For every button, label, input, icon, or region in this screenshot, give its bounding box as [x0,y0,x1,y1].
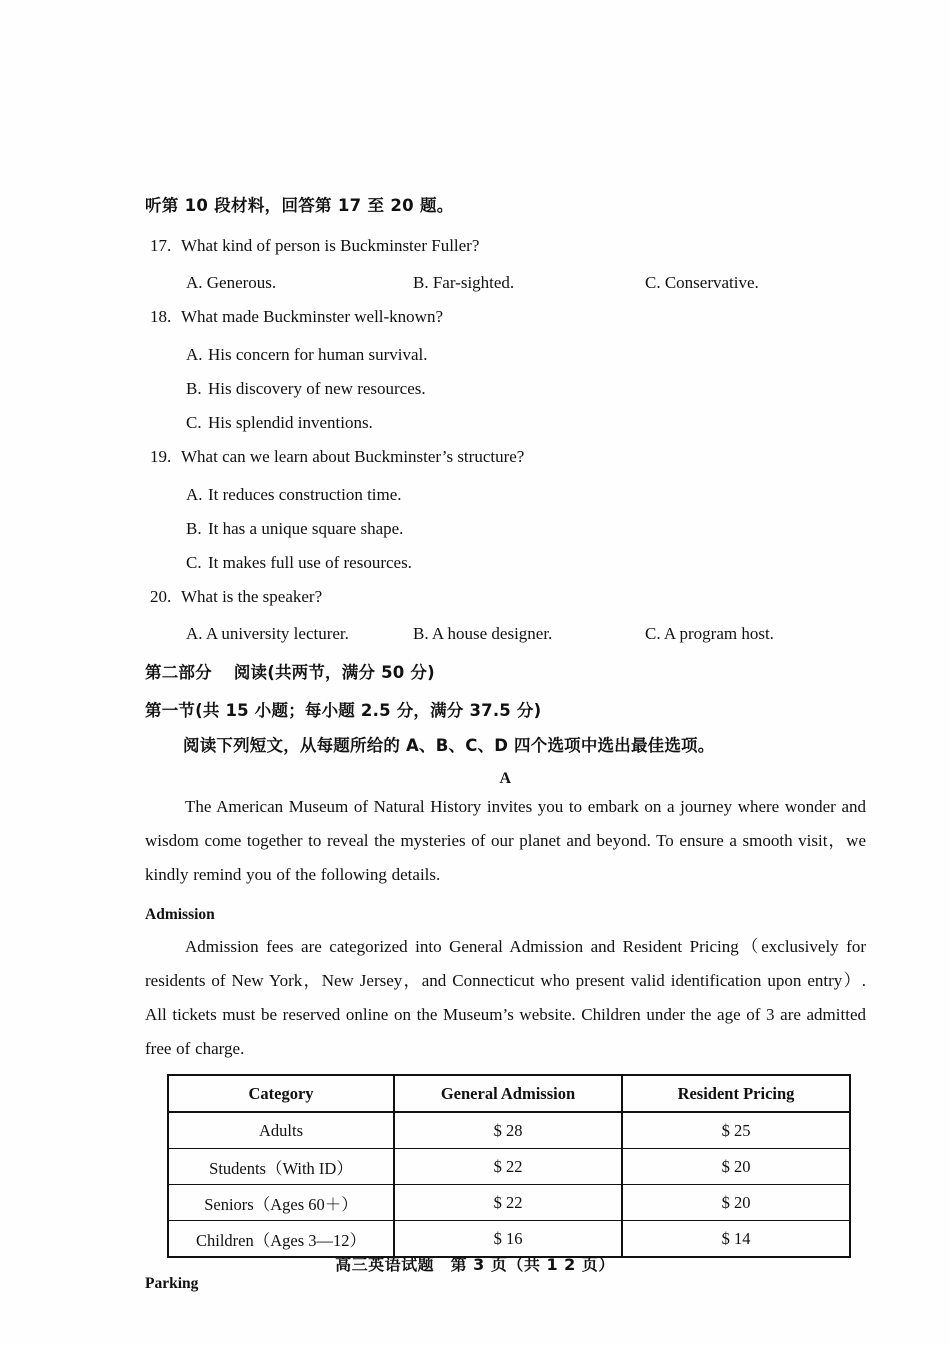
question-20-text: What is the speaker? [181,586,323,606]
table-row [168,1112,850,1149]
question-18-option-a[interactable] [145,338,866,372]
question-17-option-c-text: Conservative. [664,273,759,293]
fees-row-4-general: $ 16 [394,1221,622,1258]
part-two-subtitle: 阅读(共两节，满分 50 分) [233,663,435,683]
question-17-text: What kind of person is Buckminster Fuller? [181,235,480,255]
fees-row-3-general: $ 22 [394,1185,622,1221]
parking-heading: Parking [145,1275,199,1293]
question-18 [145,300,866,334]
question-17-options [145,266,866,300]
question-19-option-a-text: It reduces construction time. [208,484,402,504]
fees-table-header-row [168,1075,850,1112]
question-18-option-c-label: C. [186,412,202,432]
question-20-option-a-label: A. [186,624,203,644]
page-content [145,196,866,1297]
question-18-option-b-text: His discovery of new resources. [208,378,426,398]
question-18-option-b-label: B. [186,378,202,398]
question-17-option-c[interactable] [645,266,759,300]
fees-row-3-category: Seniors（Ages 60＋） [168,1185,394,1221]
question-20-option-b-text: A house designer. [431,624,553,644]
question-18-number: 18. [150,307,172,327]
fees-header-general-admission: General Admission [394,1075,622,1112]
question-20-options [145,617,866,651]
question-18-option-b[interactable] [145,372,866,406]
question-19-option-a-label: A. [186,484,203,504]
question-17-option-c-label: C. [645,273,661,293]
question-19-option-c-text: It makes full use of resources. [208,552,412,572]
question-19-option-b[interactable] [145,512,866,546]
question-18-option-c[interactable] [145,406,866,440]
question-19 [145,440,866,474]
fees-row-1-general: $ 28 [394,1112,622,1149]
fees-header-category: Category [168,1075,394,1112]
passage-letter: A [499,769,512,787]
admission-paragraph: Admission fees are categorized into General Admission and Resident Pricing（exclusively for residents of New York，New Jersey，and Connecticut who present valid identification upon entry）. All tickets must be reserved online on the Museum’s website. Children under the age of 3 are admitted free of charge. [145,937,866,1059]
question-19-number: 19. [150,446,172,466]
fees-row-2-general: $ 22 [394,1149,622,1185]
question-19-option-b-text: It has a unique square shape. [208,518,404,538]
fees-row-4-resident: $ 14 [622,1221,850,1258]
table-row [168,1149,850,1185]
question-20-number: 20. [150,586,172,606]
section-one-heading: 第一节(共 15 小题；每小题 2.5 分，满分 37.5 分) [145,701,542,721]
section-one-instruction: 阅读下列短文，从每题所给的 A、B、C、D 四个选项中选出最佳选项。 [183,735,715,755]
question-18-text: What made Buckminster well-known? [181,307,444,327]
fees-row-4-category: Children（Ages 3—12） [168,1221,394,1258]
question-17-option-a-label: A. [186,273,203,293]
question-20-option-c[interactable] [645,617,774,651]
question-18-option-a-text: His concern for human survival. [208,344,428,364]
question-19-text: What can we learn about Buckminster’s structure? [181,446,525,466]
question-17-number: 17. [150,235,172,255]
admission-heading: Admission [145,905,215,923]
passage-intro-paragraph: The American Museum of Natural History invites you to embark on a journey where wonder and wisdom come together to reveal the mysteries of our planet and beyond. To ensure a smooth visit，we kindly remind you of the following details. [145,796,866,884]
question-18-option-c-text: His splendid inventions. [208,412,373,432]
question-20-option-a-text: A university lecturer. [205,624,349,644]
part-two-title: 第二部分 [145,663,212,683]
question-19-option-b-label: B. [186,518,202,538]
part-two-heading [145,657,866,689]
question-20-option-c-text: A program host. [663,624,774,644]
fees-row-1-resident: $ 25 [622,1112,850,1149]
question-20-option-b-label: B. [413,624,429,644]
fees-table [167,1074,851,1258]
listening-instruction: 听第 10 段材料，回答第 17 至 20 题。 [145,196,454,215]
question-19-option-a[interactable] [145,478,866,512]
fees-header-resident-pricing: Resident Pricing [622,1075,850,1112]
question-20 [145,580,866,614]
question-17-option-b-label: B. [413,273,429,293]
fees-table-wrapper [145,1074,866,1258]
question-17-option-b-text: Far-sighted. [432,273,515,293]
question-20-option-c-label: C. [645,624,661,644]
question-18-option-a-label: A. [186,344,203,364]
fees-row-2-category: Students（With ID） [168,1149,394,1185]
fees-row-3-resident: $ 20 [622,1185,850,1221]
table-row [168,1185,850,1221]
question-17-option-a-text: Generous. [206,273,277,293]
question-17-option-b[interactable] [413,266,514,300]
question-19-option-c[interactable] [145,546,866,580]
question-17 [145,229,866,263]
fees-row-2-resident: $ 20 [622,1149,850,1185]
question-17-option-a[interactable] [186,266,276,300]
fees-row-1-category: Adults [168,1112,394,1149]
page-footer: 高三英语试题 第 3 页（共 1 2 页） [335,1255,615,1274]
question-19-option-c-label: C. [186,552,202,572]
question-20-option-a[interactable] [186,617,349,651]
question-20-option-b[interactable] [413,617,552,651]
